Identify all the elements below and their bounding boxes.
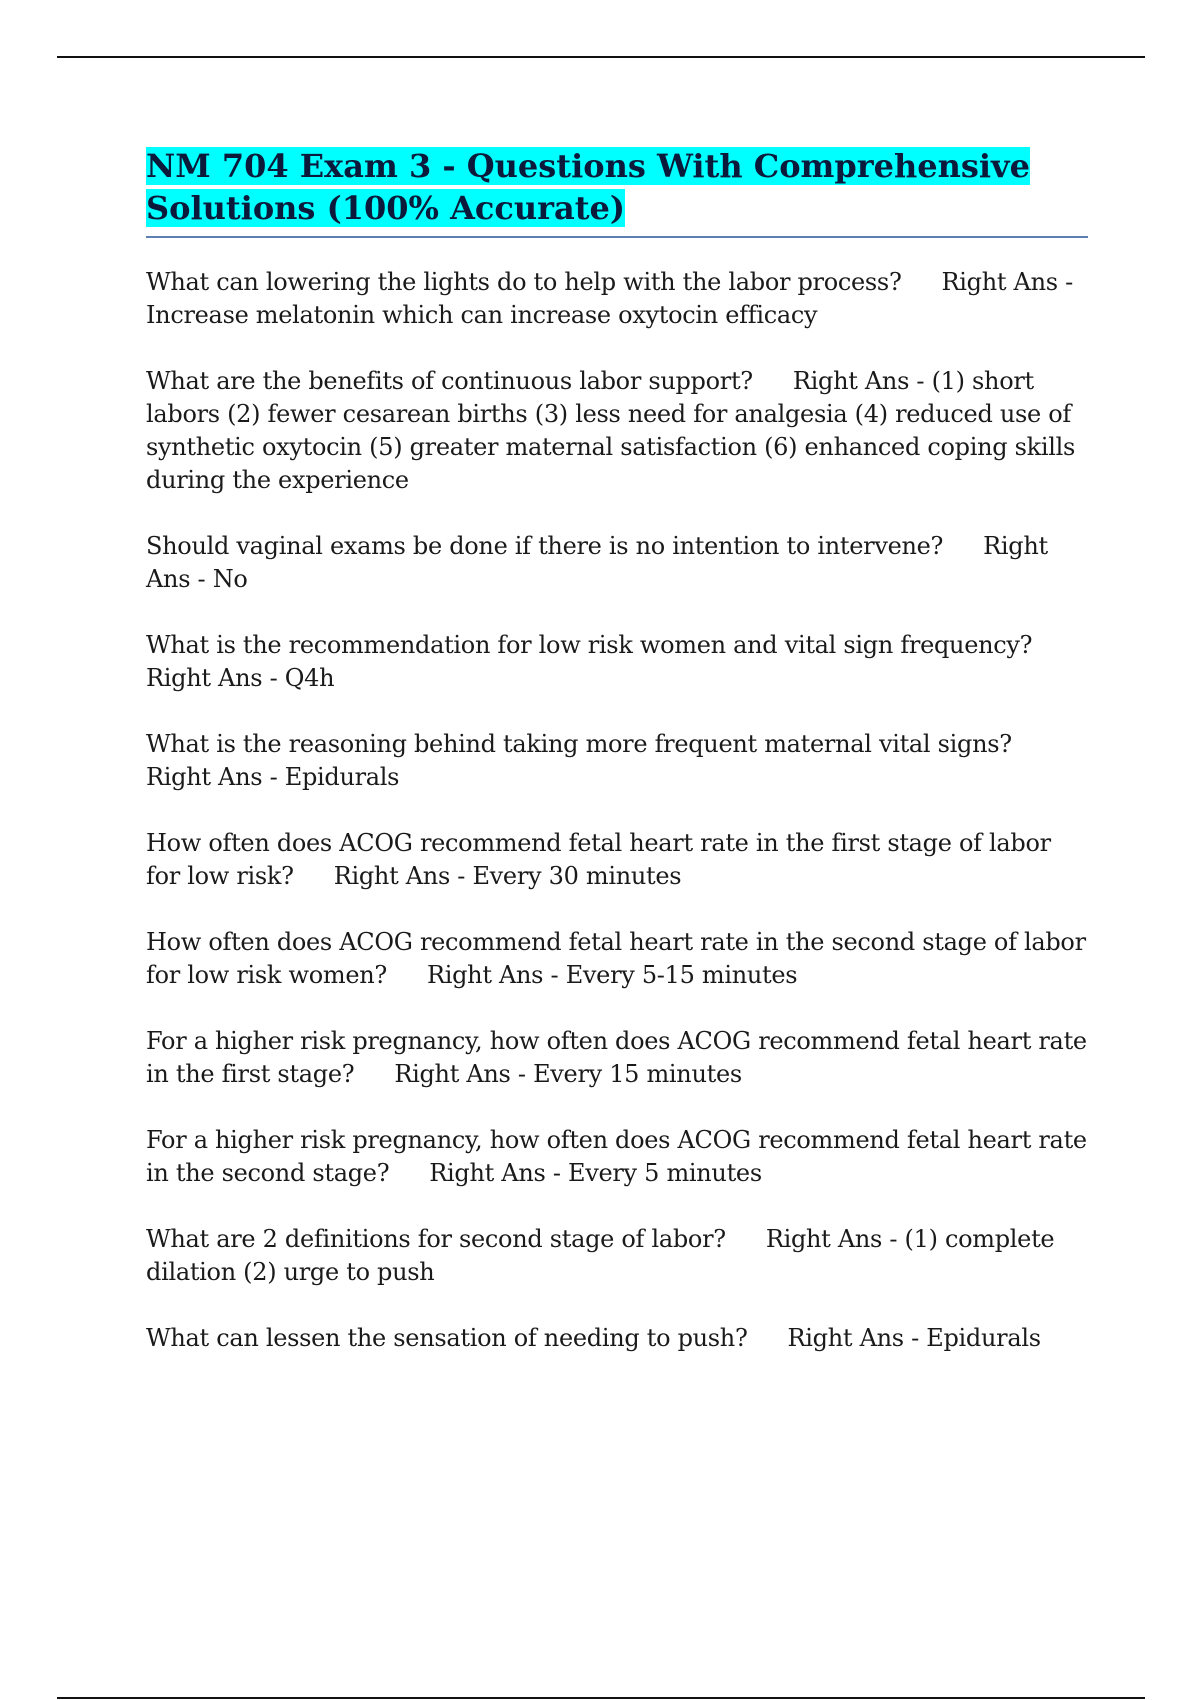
- qa-item: [146, 530, 1088, 596]
- qa-item: [146, 266, 1088, 332]
- question-text: Should vaginal exams be done if there is no intention to intervene?: [146, 532, 944, 560]
- answer-text: (1) complete dilation (2) urge to push: [146, 1225, 1055, 1286]
- answer-prefix: Right Ans -: [787, 1324, 919, 1352]
- question-text: For a higher risk pregnancy, how often does ACOG recommend fetal heart rate in the first stage?: [146, 1027, 1087, 1088]
- question-text: How often does ACOG recommend fetal heart rate in the second stage of labor for low risk women?: [146, 928, 1086, 989]
- answer-text: Q4h: [284, 664, 335, 692]
- title-highlight: NM 704 Exam 3 - Questions With Comprehensive Solutions (100% Accurate): [146, 147, 1030, 227]
- question-text: What are the benefits of continuous labor support?: [146, 367, 753, 395]
- question-text: What is the reasoning behind taking more frequent maternal vital signs?: [146, 730, 1012, 758]
- answer-text: Epidurals: [284, 763, 400, 791]
- qa-item: [146, 1124, 1088, 1190]
- answer-text: Every 5-15 minutes: [565, 961, 798, 989]
- answer-text: Every 30 minutes: [472, 862, 682, 890]
- qa-list: [146, 266, 1088, 1355]
- answer-prefix: Right Ans -: [394, 1060, 526, 1088]
- qa-item: [146, 1322, 1088, 1355]
- qa-item: [146, 365, 1088, 497]
- qa-item: [146, 1223, 1088, 1289]
- answer-text: Increase melatonin which can increase oxytocin efficacy: [146, 301, 818, 329]
- answer-text: Every 5 minutes: [568, 1159, 762, 1187]
- answer-prefix: Right Ans -: [146, 664, 278, 692]
- answer-prefix: Right Ans -: [146, 532, 1048, 593]
- answer-text: Epidurals: [926, 1324, 1041, 1352]
- answer-prefix: Right Ans -: [333, 862, 466, 890]
- qa-item: [146, 827, 1088, 893]
- qa-item: [146, 728, 1088, 794]
- answer-prefix: Right Ans -: [426, 961, 559, 989]
- qa-item: [146, 629, 1088, 695]
- answer-prefix: Right Ans -: [765, 1225, 898, 1253]
- answer-prefix: Right Ans -: [941, 268, 1073, 296]
- question-text: What is the recommendation for low risk women and vital sign frequency?: [146, 631, 1033, 659]
- question-text: How often does ACOG recommend fetal heart rate in the first stage of labor for low risk?: [146, 829, 1051, 890]
- document-title: [146, 145, 1088, 229]
- answer-prefix: Right Ans -: [792, 367, 925, 395]
- header-rule: [57, 56, 1145, 58]
- document-body: [146, 145, 1088, 1388]
- question-text: What can lowering the lights do to help with the labor process?: [146, 268, 902, 296]
- question-text: What can lessen the sensation of needing to push?: [146, 1324, 748, 1352]
- question-text: What are 2 definitions for second stage of labor?: [146, 1225, 726, 1253]
- qa-item: [146, 1025, 1088, 1091]
- footer-rule: [57, 1697, 1145, 1699]
- qa-item: [146, 926, 1088, 992]
- answer-prefix: Right Ans -: [429, 1159, 561, 1187]
- answer-text: Every 15 minutes: [533, 1060, 742, 1088]
- title-underline: [146, 236, 1088, 238]
- question-text: For a higher risk pregnancy, how often does ACOG recommend fetal heart rate in the second stage?: [146, 1126, 1087, 1187]
- answer-text: (1) short labors (2) fewer cesarean births (3) less need for analgesia (4) reduced use of synthetic oxytocin (5) greater maternal satisfaction (6) enhanced coping skills during the experience: [146, 367, 1076, 494]
- answer-text: No: [212, 565, 248, 593]
- answer-prefix: Right Ans -: [146, 763, 278, 791]
